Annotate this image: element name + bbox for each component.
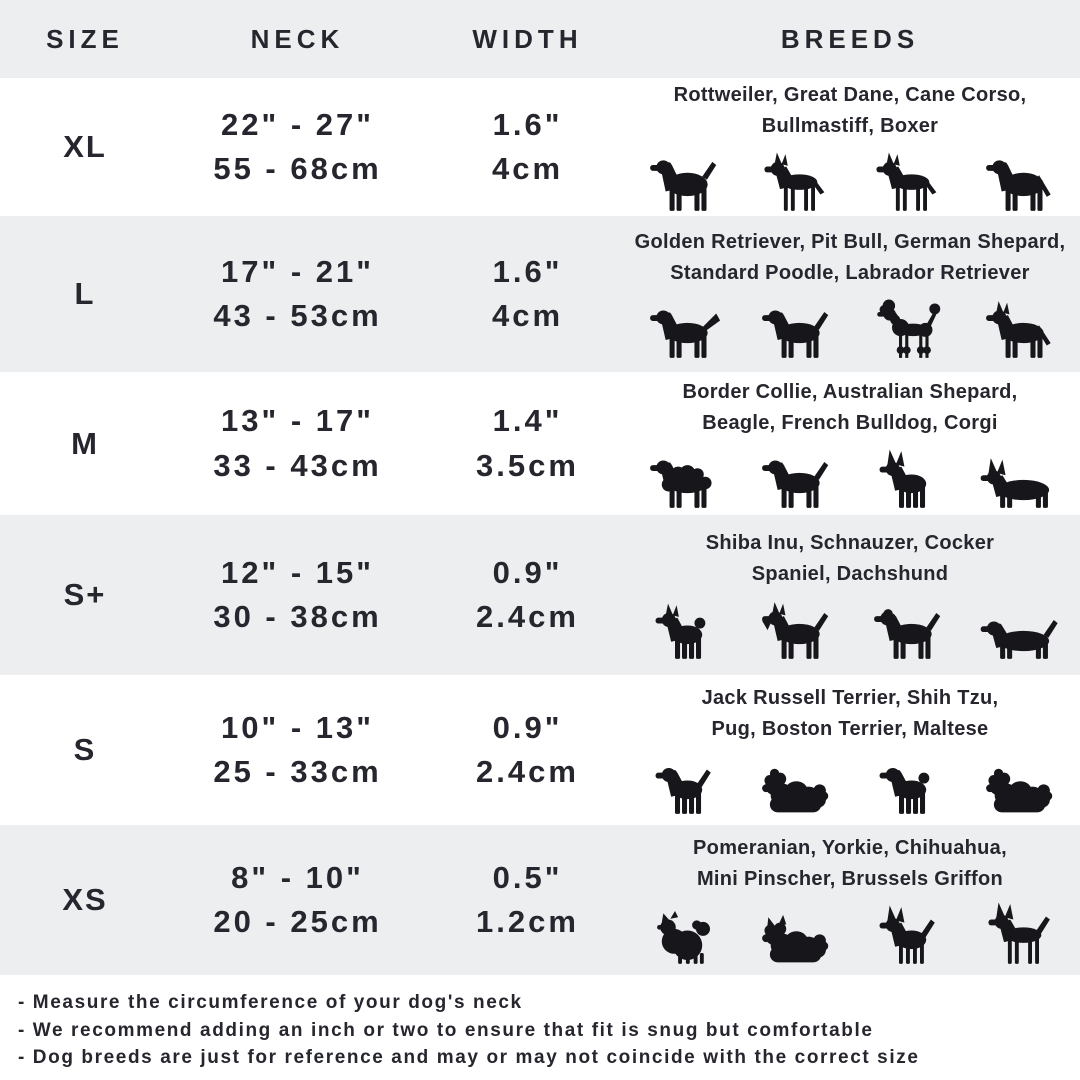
neck-cm: 55 - 68cm bbox=[213, 151, 382, 186]
golden-retriever-icon bbox=[633, 291, 731, 361]
table-row-m bbox=[0, 372, 1080, 515]
breed-icons bbox=[633, 897, 1067, 967]
shiba-inu-icon bbox=[633, 592, 731, 662]
size-label: S+ bbox=[63, 577, 107, 612]
neck-cm: 43 - 53cm bbox=[213, 298, 382, 333]
neck-cm: 33 - 43cm bbox=[213, 447, 382, 483]
header-breeds: BREEDS bbox=[780, 23, 920, 54]
rottweiler-icon bbox=[633, 144, 731, 214]
cane-corso-icon bbox=[857, 144, 955, 214]
breeds-list bbox=[674, 80, 1027, 142]
neck-inches: 10" - 13" bbox=[221, 709, 374, 745]
width-cm: 4cm bbox=[491, 298, 564, 333]
note-reference: - Dog breeds are just for reference and may or may not coincide with the correct size bbox=[18, 1047, 920, 1069]
great-dane-icon bbox=[745, 144, 843, 214]
pug-icon bbox=[857, 747, 955, 817]
breed-icons bbox=[633, 592, 1067, 662]
breeds-line: Standard Poodle, Labrador Retriever bbox=[670, 262, 1030, 284]
yorkie-icon bbox=[745, 897, 843, 967]
neck-inches: 8" - 10" bbox=[231, 859, 364, 895]
neck-cm: 25 - 33cm bbox=[213, 754, 382, 789]
poodle-icon bbox=[857, 291, 955, 361]
header-neck: NECK bbox=[250, 23, 345, 54]
breeds-line: Mini Pinscher, Brussels Griffon bbox=[696, 868, 1004, 890]
note-measure: - Measure the circumference of your dog's neck bbox=[18, 992, 523, 1013]
width-inches: 0.5" bbox=[492, 859, 563, 895]
breed-icons bbox=[633, 747, 1067, 817]
dachshund-icon bbox=[969, 592, 1067, 662]
breeds-list bbox=[682, 377, 1017, 439]
neck-cm: 20 - 25cm bbox=[213, 904, 382, 939]
breeds-line: Bullmastiff, Boxer bbox=[761, 115, 939, 137]
table-header bbox=[0, 0, 1080, 78]
size-label: M bbox=[71, 425, 99, 461]
breeds-list bbox=[693, 833, 1007, 895]
neck-inches: 17" - 21" bbox=[221, 253, 374, 289]
table-row-s-plus bbox=[0, 515, 1080, 675]
size-label: XS bbox=[62, 882, 108, 917]
breeds-line: Jack Russell Terrier, Shih Tzu, bbox=[701, 687, 999, 709]
beagle-icon bbox=[745, 441, 843, 511]
breeds-list bbox=[706, 528, 994, 590]
width-cm: 4cm bbox=[491, 151, 564, 186]
breeds-line: Shiba Inu, Schnauzer, Cocker bbox=[705, 532, 995, 554]
breeds-line: Golden Retriever, Pit Bull, German Shepard, bbox=[634, 231, 1066, 253]
width-inches: 0.9" bbox=[492, 709, 563, 745]
width-inches: 0.9" bbox=[492, 554, 563, 590]
table-row-l bbox=[0, 216, 1080, 372]
corgi-icon bbox=[969, 441, 1067, 511]
maltese-icon bbox=[969, 747, 1067, 817]
labrador-icon bbox=[745, 291, 843, 361]
breeds-line: Pomeranian, Yorkie, Chihuahua, bbox=[693, 837, 1007, 859]
width-cm: 2.4cm bbox=[476, 754, 579, 789]
cocker-spaniel-icon bbox=[857, 592, 955, 662]
width-inches: 1.4" bbox=[492, 403, 563, 439]
schnauzer-icon bbox=[745, 592, 843, 662]
neck-inches: 13" - 17" bbox=[221, 403, 374, 439]
size-label: S bbox=[73, 732, 97, 767]
shih-tzu-icon bbox=[745, 747, 843, 817]
breeds-list bbox=[702, 683, 999, 745]
width-cm: 3.5cm bbox=[476, 447, 579, 483]
pomeranian-icon bbox=[633, 897, 731, 967]
breed-icons bbox=[633, 291, 1067, 361]
footnotes bbox=[0, 975, 1080, 1080]
min-pin-icon bbox=[969, 897, 1067, 967]
australian-shepherd-icon bbox=[633, 441, 731, 511]
german-shepherd-icon bbox=[969, 291, 1067, 361]
table-row-xl bbox=[0, 78, 1080, 216]
size-label: L bbox=[74, 276, 96, 311]
width-inches: 1.6" bbox=[492, 253, 563, 289]
breeds-line: Rottweiler, Great Dane, Cane Corso, bbox=[673, 84, 1027, 106]
breed-icons bbox=[633, 441, 1067, 511]
chihuahua-icon bbox=[857, 897, 955, 967]
breed-icons bbox=[633, 144, 1067, 214]
size-label: XL bbox=[63, 129, 107, 164]
neck-inches: 22" - 27" bbox=[221, 106, 374, 142]
note-recommend: - We recommend adding an inch or two to ensure that fit is snug but comfortable bbox=[18, 1019, 874, 1041]
table-row-s bbox=[0, 675, 1080, 825]
breeds-list bbox=[635, 227, 1066, 289]
breeds-line: Pug, Boston Terrier, Maltese bbox=[711, 718, 989, 740]
width-cm: 1.2cm bbox=[476, 904, 579, 939]
header-width: WIDTH bbox=[472, 23, 583, 54]
breeds-line: Beagle, French Bulldog, Corgi bbox=[702, 411, 998, 434]
breeds-line: Spaniel, Dachshund bbox=[751, 563, 949, 585]
table-row-xs bbox=[0, 825, 1080, 975]
header-size: SIZE bbox=[46, 23, 124, 54]
neck-cm: 30 - 38cm bbox=[213, 599, 382, 634]
breeds-line: Border Collie, Australian Shepard, bbox=[682, 380, 1018, 403]
neck-inches: 12" - 15" bbox=[221, 554, 374, 590]
width-cm: 2.4cm bbox=[476, 599, 579, 634]
jack-russell-icon bbox=[633, 747, 731, 817]
french-bulldog-icon bbox=[857, 441, 955, 511]
bullmastiff-icon bbox=[969, 144, 1067, 214]
width-inches: 1.6" bbox=[492, 106, 563, 142]
